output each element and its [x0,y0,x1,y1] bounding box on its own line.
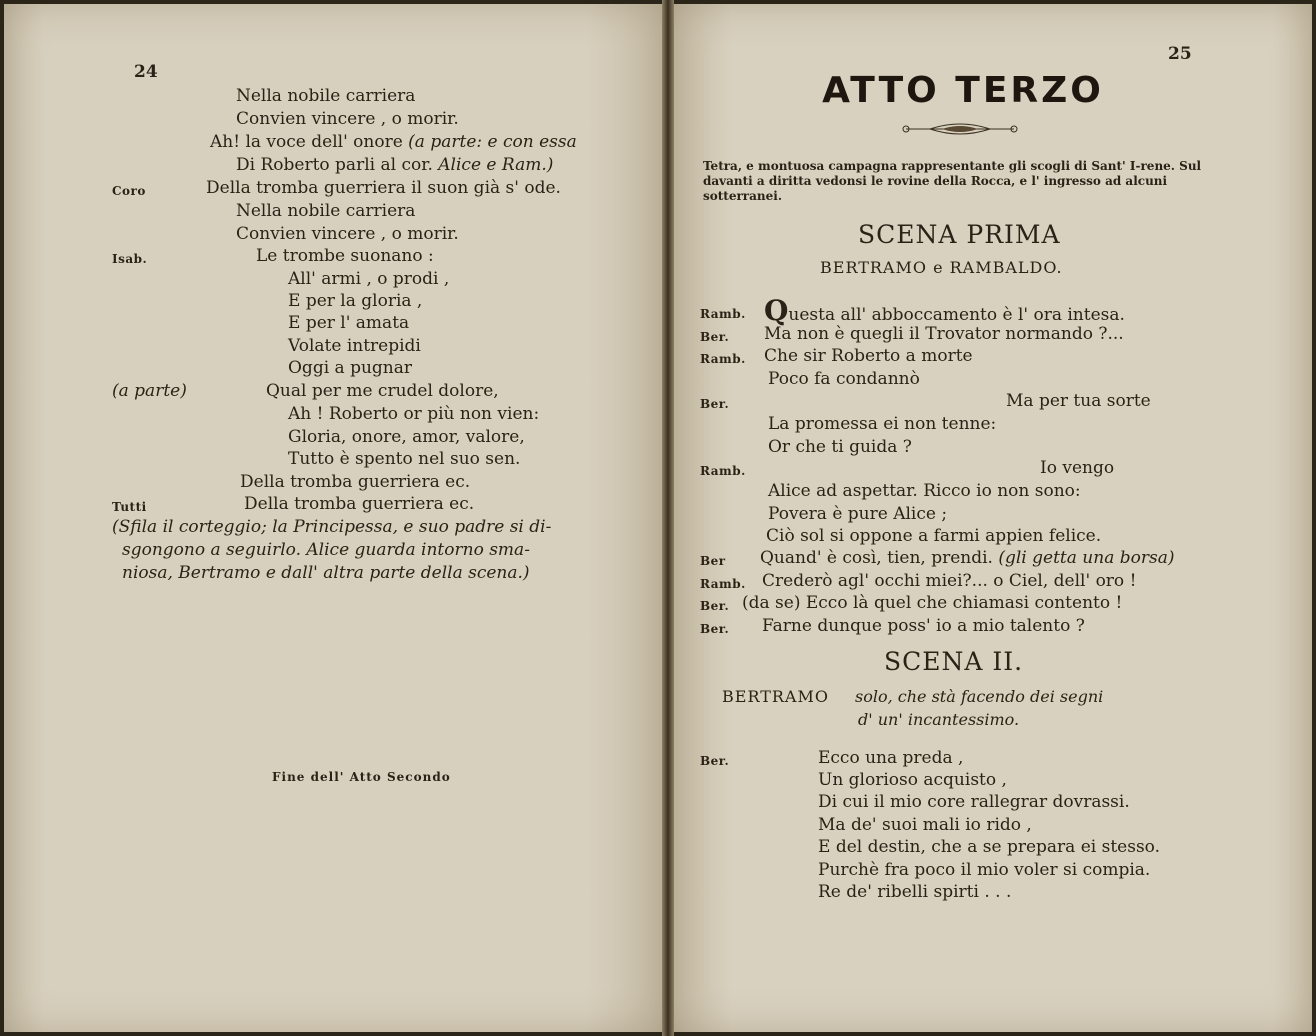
scene-one-text: Farne dunque poss' io a mio talento ? [762,616,1085,636]
scene-one-line [764,324,1124,344]
left-verse-text: Nella nobile carriera [236,201,416,221]
end-of-act-note: Fine dell' Atto Secondo [272,770,451,784]
left-verse-text: Ah! la voce dell' onore [210,132,403,152]
scene-one-line [762,571,1136,591]
left-verse-line [288,269,449,289]
left-verse-line [236,224,459,244]
scene-one-text: Poco fa condannò [768,369,920,389]
scene-two-line [818,837,1160,857]
scene-one-direction: (gli getta una borsa) [992,548,1175,568]
left-page-number: 24 [134,62,158,82]
scene-two-text: Un glorioso acquisto , [818,770,1007,790]
ornament-divider-icon [900,119,1020,139]
scene-one-line [768,437,912,457]
scene-two-text: Ecco una preda , [818,748,964,768]
left-verse-text: Della tromba guerriera ec. [244,494,475,514]
left-verse-text: Ah ! Roberto or più non vien: [288,404,540,424]
left-verse-line [266,381,499,401]
scene-one-text: (da se) Ecco là quel che chiamasi contento ! [742,593,1123,613]
scene-one-speaker: Ber. [700,330,730,344]
scene-one-cast: BERTRAMO e RAMBALDO. [820,258,1063,277]
scene-setting-description: Tetra, e montuosa campagna rappresentante gli scogli di Sant' I-rene. Sul davanti a diritta vedonsi le rovine della Rocca, e l' ingresso ad alcuni sotterranei. [703,159,1202,203]
scene-one-line [768,504,947,524]
scene-one-speaker: Ber [700,554,726,568]
scene-one-line [762,616,1085,636]
scene-two-line [818,860,1150,880]
left-verse-line [236,201,415,221]
left-verse-text: Le trombe suonano : [256,246,434,266]
scene-one-title: SCENA PRIMA [858,220,1061,249]
left-verse-direction: (a parte: e con essa [402,132,577,152]
scene-two-text: E del destin, che a se prepara ei stesso. [818,837,1161,857]
scene-one-speaker: Ramb. [700,352,746,366]
scene-one-speaker: Ramb. [700,577,746,591]
left-verse-line [256,246,434,266]
left-verse-line [236,86,415,106]
scene-one-speaker: Ber. [700,599,730,613]
right-page-number: 25 [1168,44,1192,64]
scene-one-line [768,369,920,389]
stage-direction-line: niosa, Bertramo e dall' altra parte della scena.) [122,563,530,583]
scene-one-line [1040,458,1114,478]
scene-one-text: La promessa ei non tenne: [768,414,997,434]
left-verse-line [288,404,539,424]
left-verse-line [288,313,409,333]
act-title: ATTO TERZO [822,70,1104,111]
scene-two-cast-direction: solo, che stà facendo dei segni [855,687,1104,706]
scene-one-line [742,593,1122,613]
scene-one-text: uesta all' abboccamento è l' ora intesa. [788,305,1125,325]
left-verse-text: All' armi , o prodi , [288,269,450,289]
stage-direction-line: (Sfila il corteggio; la Principessa, e suo padre si di- [112,517,552,537]
scene-two-line [818,815,1032,835]
left-verse-direction: Alice e Ram.) [432,155,554,175]
scene-two-cast-direction-cont: d' un' incantessimo. [858,710,1020,729]
scene-one-text: Or che ti guida ? [768,437,912,457]
scene-two-text: Re de' ribelli spirti . . . [818,882,1012,902]
left-verse-text: Della tromba guerriera ec. [240,472,471,492]
left-verse-speaker: Tutti [112,500,147,514]
scene-one-line [764,346,973,366]
left-verse-speaker: Isab. [112,252,148,266]
scene-two-line [818,748,963,768]
scene-one-speaker: Ramb. [700,464,746,478]
scene-one-text: Alice ad aspettar. Ricco io non sono: [768,481,1081,501]
scene-one-speaker: Ber. [700,622,730,636]
stage-direction-line: sgongono a seguirlo. Alice guarda intorno sma- [122,540,530,560]
left-verse-text: Convien vincere , o morir. [236,109,459,129]
scene-two-text: Purchè fra poco il mio voler si compia. [818,860,1151,880]
left-verse-line [236,155,553,175]
scene-one-line [1006,391,1151,411]
scene-one-text: Ma non è quegli il Trovator normando ?... [764,324,1124,344]
left-verse-text: E per l' amata [288,313,410,333]
left-verse-line [288,427,525,447]
scene-one-text: Ma per tua sorte [1006,391,1151,411]
left-verse-text: Della tromba guerriera il suon già s' ode. [206,178,561,198]
left-verse-line [210,132,577,152]
scene-one-text: Quand' è così, tien, prendi. [760,548,993,568]
left-verse-speaker: (a parte) [112,381,187,401]
scene-two-line [818,792,1130,812]
scene-one-text: Povera è pure Alice ; [768,504,948,524]
left-verse-line [288,336,421,356]
left-verse-line [288,358,412,378]
scene-two-speaker: Ber. [700,754,730,768]
scene-one-speaker: Ramb. [700,307,746,321]
left-verse-text: Convien vincere , o morir. [236,224,459,244]
scene-two-text: Di cui il mio core rallegrar dovrassi. [818,792,1130,812]
scene-one-text: Che sir Roberto a morte [764,346,973,366]
left-verse-line [236,109,459,129]
scene-one-line [766,526,1101,546]
left-verse-text: Qual per me crudel dolore, [266,381,499,401]
left-verse-line [288,449,520,469]
scene-one-line [768,414,996,434]
left-verse-text: Di Roberto parli al cor. [236,155,433,175]
drop-cap: Q [764,294,789,327]
scene-two-title: SCENA II. [884,647,1024,676]
scene-one-text: Crederò agl' occhi miei?... o Ciel, dell' oro ! [762,571,1137,591]
scene-two-line [818,770,1007,790]
book-gutter [662,0,674,1036]
left-verse-line [244,494,474,514]
left-verse-line [206,178,561,198]
scene-one-text: Ciò sol si oppone a farmi appien felice. [766,526,1102,546]
left-verse-line [288,291,422,311]
left-verse-text: Nella nobile carriera [236,86,416,106]
left-verse-text: Tutto è spento nel suo sen. [288,449,521,469]
scene-one-line [760,548,1174,568]
left-verse-text: E per la gloria , [288,291,423,311]
scene-two-line [818,882,1011,902]
left-verse-text: Gloria, onore, amor, valore, [288,427,525,447]
scene-one-speaker: Ber. [700,397,730,411]
scene-two-cast-name: BERTRAMO [722,687,829,706]
left-verse-text: Volate intrepidi [288,336,421,356]
scene-one-text: Io vengo [1040,458,1115,478]
scene-one-line [768,481,1081,501]
left-verse-speaker: Coro [112,184,146,198]
left-verse-line [240,472,470,492]
scene-one-line [764,294,1125,327]
scene-two-text: Ma de' suoi mali io rido , [818,815,1032,835]
left-verse-text: Oggi a pugnar [288,358,413,378]
